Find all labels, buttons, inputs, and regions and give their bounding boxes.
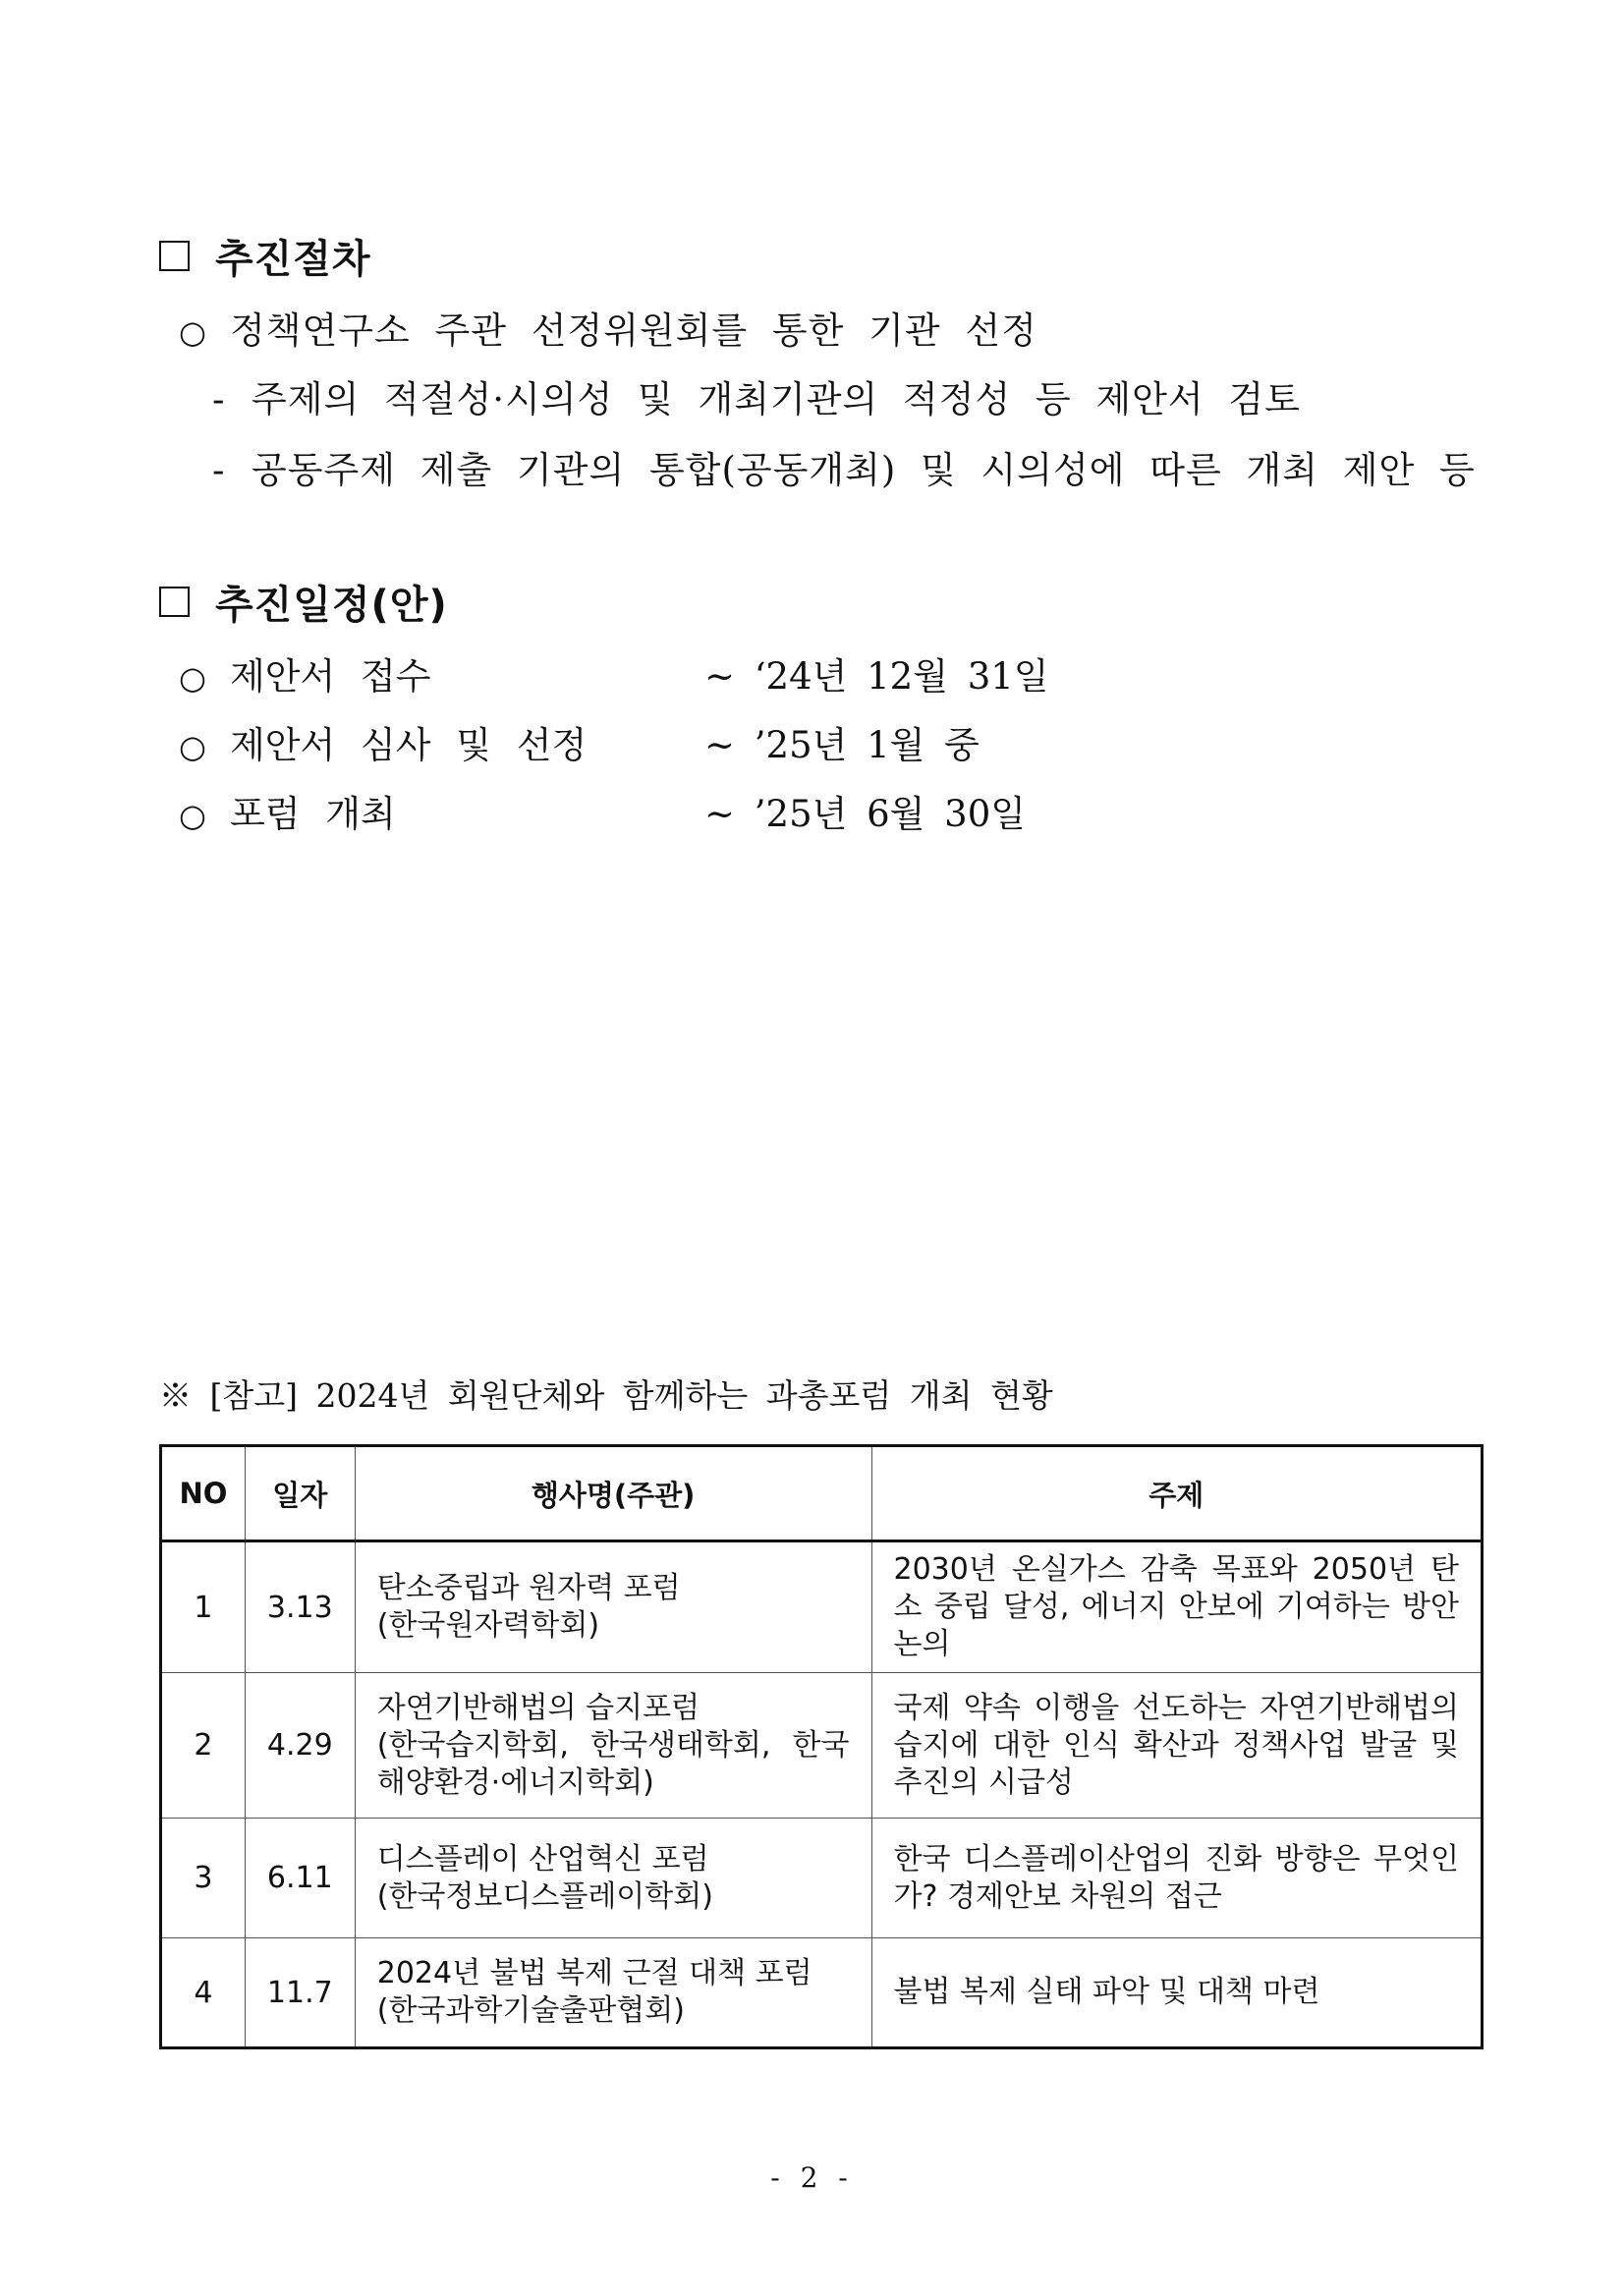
- schedule-row-date: ~ ‘24년 12월 31일: [704, 655, 1049, 698]
- procedure-sub-item-text: 공동주제 제출 기관의 통합(공동개최) 및 시의성에 따른 개최 제안 등: [252, 449, 1476, 491]
- procedure-sub-item: - 공동주제 제출 기관의 통합(공동개최) 및 시의성에 따른 개최 제안 등: [212, 449, 1476, 491]
- bullet-circle-icon: ○: [179, 313, 207, 351]
- page-number: - 2 -: [770, 2161, 854, 2194]
- cell-topic: 국제 약속 이행을 선도하는 자연기반해법의 습지에 대한 인식 확산과 정책사업 발굴 및 추진의 시급성: [871, 1673, 1483, 1819]
- cell-date: 6.11: [245, 1819, 355, 1938]
- bullet-circle-icon: ○: [179, 659, 206, 697]
- event-host: (한국과학기술출판협회): [376, 1993, 685, 2028]
- cell-no: 1: [161, 1541, 246, 1673]
- procedure-main-item-text: 정책연구소 주관 선정위원회를 통한 기관 선정: [230, 309, 1037, 352]
- cell-topic: 2030년 온실가스 감축 목표와 2050년 탄소 중립 달성, 에너지 안보에 기여하는 방안 논의: [871, 1541, 1483, 1673]
- event-name: 2024년 불법 복제 근절 대책 포럼: [376, 1956, 812, 1990]
- cell-event: [355, 1938, 871, 2048]
- cell-event: [355, 1819, 871, 1938]
- cell-event: [355, 1541, 871, 1673]
- cell-topic: 불법 복제 실태 파악 및 대책 마련: [871, 1938, 1483, 2048]
- column-header-event: 행사명(주관): [355, 1446, 871, 1541]
- event-name: 탄소중립과 원자력 포럼: [376, 1571, 681, 1605]
- event-host: (한국정보디스플레이학회): [376, 1878, 713, 1914]
- cell-event: [355, 1673, 871, 1819]
- schedule-row-date: ~ ’25년 1월 중: [704, 724, 980, 766]
- bullet-circle-icon: ○: [179, 728, 206, 765]
- event-host: (한국습지학회, 한국생태학회, 한국해양환경·에너지학회): [376, 1727, 850, 1800]
- schedule-row-label: 제안서 심사 및 선정: [230, 724, 588, 766]
- schedule-heading-text: 추진일정(안): [215, 583, 448, 628]
- cell-date: 4.29: [245, 1673, 355, 1819]
- checkbox-square-icon: [159, 587, 190, 617]
- procedure-sub-item-text: 주제의 적절성·시의성 및 개최기관의 적정성 등 제안서 검토: [252, 378, 1301, 420]
- reference-note: ※ [참고] 2024년 회원단체와 함께하는 과총포럼 개최 현황: [159, 1376, 1053, 1415]
- event-host: (한국원자력학회): [376, 1608, 600, 1643]
- procedure-heading-text: 추진절차: [215, 237, 371, 282]
- bullet-circle-icon: ○: [179, 797, 206, 834]
- procedure-main-item: [179, 301, 1037, 354]
- column-header-topic: 주제: [871, 1446, 1483, 1541]
- column-header-no: NO: [161, 1446, 246, 1541]
- column-header-date: 일자: [245, 1446, 355, 1541]
- procedure-sub-item: - 주제의 적절성·시의성 및 개최기관의 적정성 등 제안서 검토: [212, 378, 1301, 420]
- cell-no: 2: [161, 1673, 246, 1819]
- cell-topic: 한국 디스플레이산업의 진화 방향은 무엇인가? 경제안보 차원의 접근: [871, 1819, 1483, 1938]
- schedule-row-label: 제안서 접수: [230, 655, 431, 698]
- schedule-heading: [159, 574, 448, 630]
- schedule-row-date: ~ ’25년 6월 30일: [704, 793, 1026, 835]
- event-name: 디스플레이 산업혁신 포럼: [376, 1841, 709, 1876]
- schedule-row-label: 포럼 개최: [230, 793, 396, 835]
- table-row: [161, 1541, 1483, 1673]
- cell-no: 4: [161, 1938, 246, 2048]
- table-row: [161, 1673, 1483, 1819]
- cell-date: 11.7: [245, 1938, 355, 2048]
- event-name: 자연기반해법의 습지포럼: [376, 1690, 700, 1725]
- table-header-row: [161, 1446, 1483, 1541]
- reference-table: [159, 1444, 1484, 2049]
- table-row: [161, 1938, 1483, 2048]
- table-row: [161, 1819, 1483, 1938]
- cell-no: 3: [161, 1819, 246, 1938]
- checkbox-square-icon: [159, 241, 190, 271]
- procedure-heading: [159, 228, 371, 284]
- cell-date: 3.13: [245, 1541, 355, 1673]
